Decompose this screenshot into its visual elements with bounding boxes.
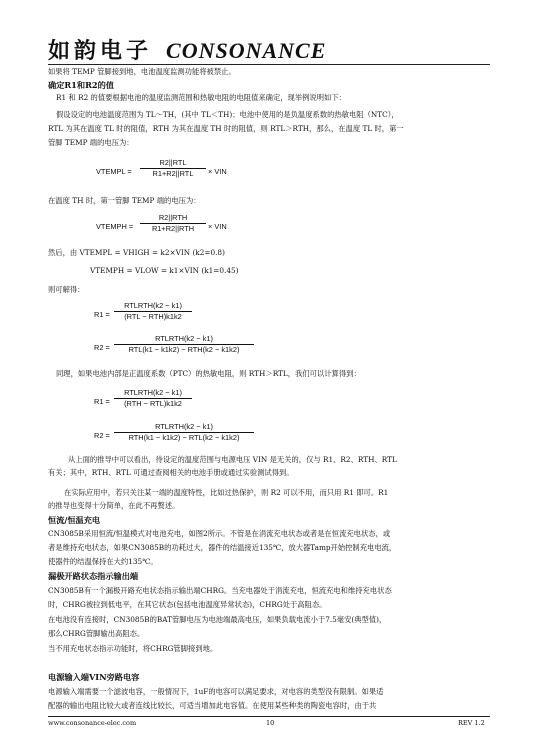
formula-tail: × VIN bbox=[208, 167, 227, 176]
text-line: 如果将 TEMP 管脚接到地，电池温度监测功能将被禁止。 bbox=[48, 67, 236, 76]
text-line: RTL 为其在温度 TL 时的阻值，RTH 为其在温度 TH 时的阻值，则 RTL＞RTH，那么，在温度 TL 时，第一 bbox=[48, 124, 404, 133]
page-header bbox=[48, 34, 326, 62]
section-heading: 确定R1和R2的值 bbox=[48, 80, 114, 90]
section-heading: 恒流/恒温充电 bbox=[48, 515, 101, 525]
company-logo-en: CONSONANCE bbox=[166, 38, 327, 63]
formula-label: VTEMPL = bbox=[96, 167, 132, 176]
text-line: 当不用充电状态指示功能时，将CHRG管脚接到地。 bbox=[48, 644, 218, 653]
section-heading: 电源输入端VIN旁路电容 bbox=[48, 672, 140, 682]
text-line: 有关；其中，RTH、RTL 可通过查阅相关的电池手册或通过实验测试得到。 bbox=[48, 468, 294, 477]
text-line: 的推导也变得十分简单，在此不再赘述。 bbox=[48, 501, 180, 510]
text-line: 在温度 TH 时，第一管脚 TEMP 端的电压为： bbox=[48, 196, 201, 205]
text-line: 在电池没有连接时，CN3085B的BAT管脚电压为电池端最高电压，如果负载电流小于7.5毫安(典型值)， bbox=[48, 615, 387, 624]
formula-fraction: RTLRTH(k2 − k1) (RTL − RTH)k1k2 bbox=[114, 301, 192, 322]
text-line: 那么CHRG管脚输出高阻态。 bbox=[48, 629, 145, 638]
section-heading: 漏极开路状态指示输出端 bbox=[48, 571, 139, 581]
text-line: 时，CHRG被拉到低电平，在其它状态(包括电池温度异常状态)，CHRG处于高阻态。 bbox=[48, 600, 327, 609]
text-line: 在实际应用中，若只关注某一端的温度特性，比如过热保护，则 R2 可以不用，而只用 R1 即可。R1 bbox=[64, 488, 389, 497]
footer-rule bbox=[48, 716, 490, 717]
formula-tail: × VIN bbox=[208, 222, 227, 231]
formula-label: R1 = bbox=[94, 397, 110, 406]
text-line: R1 和 R2 的值要根据电池的温度监测范围和热敏电阻的电阻值来确定，现举例说明如下： bbox=[56, 93, 346, 102]
formula-label: R2 = bbox=[94, 343, 110, 352]
revision-label: REV 1.2 bbox=[458, 719, 485, 727]
header-rule bbox=[48, 64, 490, 65]
text-line: CN3085B有一个漏极开路充电状态指示输出端CHRG。当充电器处于涓流充电，恒流充电和维持充电状态 bbox=[48, 586, 392, 595]
company-logo-cn: 如韵电子 bbox=[48, 38, 153, 64]
formula-fraction: R2||RTH R1+R2||RTH bbox=[140, 213, 206, 234]
text-line: 电源输入端需要一个滤波电容，一般情况下，1uF的电容可以满足要求，对电容的类型没有限制。如果适 bbox=[48, 687, 384, 696]
text-line: 则可解得： bbox=[48, 285, 85, 294]
text-line: 假设设定的电池温度范围为 TL～TH，(其中 TL＜TH)；电池中使用的是负温度系数的热敏电阻（NTC）， bbox=[56, 110, 399, 119]
footer-url: www.consonance-elec.com bbox=[48, 719, 137, 727]
text-line: 管脚 TEMP 端的电压为： bbox=[48, 138, 134, 147]
text-line: 者是维持充电状态，如果CN3085B的功耗过大，器件的结温接近135℃，放大器Tamp开始控制充电电流， bbox=[48, 543, 397, 552]
text-line: 然后，由 VTEMPL = VHIGH = k2×VIN (k2=0.8) bbox=[48, 248, 225, 257]
formula-fraction: RTLRTH(k2 − k1) (RTH − RTL)k1k2 bbox=[114, 388, 192, 409]
text-line: CN3085B采用恒流/恒温模式对电池充电，如图2所示。不管是在涓流充电状态或者是在恒流充电状态，或 bbox=[48, 529, 391, 538]
formula-label: VTEMPH = bbox=[96, 222, 134, 231]
page-number: 10 bbox=[266, 719, 275, 727]
text-line: 从上面的推导中可以看出，待设定的温度范围与电源电压 VIN 是无关的，仅与 R1、R2、RTH、RTL bbox=[68, 455, 397, 464]
formula-fraction: RTLRTH(k2 − k1) RTH(k1 − k1k2) − RTL(k2 − k1k2) bbox=[114, 422, 254, 443]
text-line: 同理，如果电池内部是正温度系数（PTC）的热敏电阻，则 RTH＞RTL，我们可以计算得到： bbox=[56, 369, 361, 378]
text-line: 使器件的结温保持在大约135℃。 bbox=[48, 557, 158, 566]
formula-label: R2 = bbox=[94, 431, 110, 440]
formula-label: R1 = bbox=[94, 310, 110, 319]
text-line: VTEMPH = VLOW = k1×VIN (k1=0.45) bbox=[90, 266, 239, 275]
text-line: 配器的输出电阻比较大或者连线比较长，可适当增加此电容值。在使用某些种类的陶瓷电容时，由于共 bbox=[48, 701, 377, 710]
formula-fraction: RTLRTH(k2 − k1) RTL(k1 − k1k2) − RTH(k2 − k1k2) bbox=[114, 334, 254, 355]
formula-fraction: R2||RTL R1+R2||RTL bbox=[140, 158, 206, 179]
